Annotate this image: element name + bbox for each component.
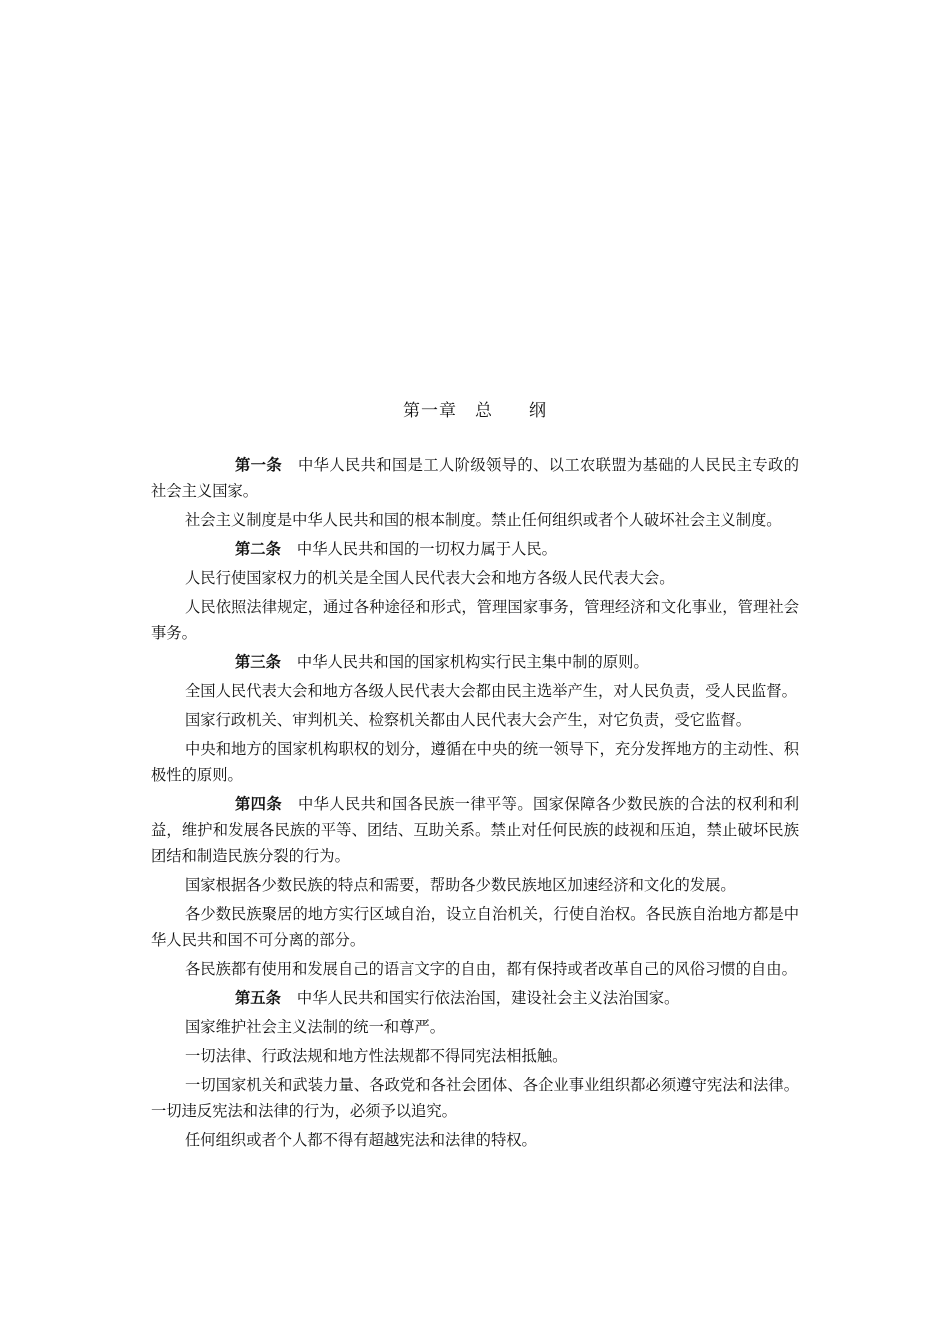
article-5-text: 中华人民共和国实行依法治国，建设社会主义法治国家。 <box>296 989 680 1007</box>
article-2-text: 中华人民共和国的一切权力属于人民。 <box>296 540 557 558</box>
chapter-number: 第一章 <box>403 401 457 421</box>
article-4-paragraph-4: 各民族都有使用和发展自己的语言文字的自由，都有保持或者改革自己的风俗习惯的自由。 <box>185 960 797 978</box>
article-5-paragraph-1 <box>151 985 799 1011</box>
article-2-paragraph-1 <box>151 536 799 562</box>
article-2-number: 第二条 <box>235 540 281 558</box>
article-1-text: 中华人民共和国是工人阶级领导的、以工农联盟为基础的人民民主专政的社会主义国家。 <box>151 456 799 500</box>
article-3-paragraph-1 <box>151 649 799 675</box>
article-5-paragraph-4: 一切国家机关和武装力量、各政党和各社会团体、各企业事业组织都必须遵守宪法和法律。一切违反宪法和法律的行为，必须予以追究。 <box>151 1076 799 1120</box>
chapter-title-word-1: 总 <box>475 401 493 421</box>
article-4-text: 中华人民共和国各民族一律平等。国家保障各少数民族的合法的权利和利益，维护和发展各民族的平等、团结、互助关系。禁止对任何民族的歧视和压迫，禁止破坏民族团结和制造民族分裂的行为。 <box>151 795 799 865</box>
chapter-title-word-2: 纲 <box>529 401 547 421</box>
article-5-paragraph-5: 任何组织或者个人都不得有超越宪法和法律的特权。 <box>185 1131 537 1149</box>
article-1-paragraph-1 <box>151 452 799 504</box>
article-5-number: 第五条 <box>235 989 281 1007</box>
article-3-number: 第三条 <box>235 653 281 671</box>
article-5-paragraph-3: 一切法律、行政法规和地方性法规都不得同宪法相抵触。 <box>185 1047 568 1065</box>
article-5-paragraph-2: 国家维护社会主义法制的统一和尊严。 <box>185 1018 446 1036</box>
article-4-number: 第四条 <box>235 795 283 813</box>
article-4-paragraph-1 <box>151 791 799 869</box>
article-3-paragraph-4: 中央和地方的国家机构职权的划分，遵循在中央的统一领导下，充分发挥地方的主动性、积极性的原则。 <box>151 740 799 784</box>
article-2-paragraph-3: 人民依照法律规定，通过各种途径和形式，管理国家事务，管理经济和文化事业，管理社会事务。 <box>151 598 799 642</box>
article-4-paragraph-2: 国家根据各少数民族的特点和需要，帮助各少数民族地区加速经济和文化的发展。 <box>185 876 736 894</box>
article-2-paragraph-2: 人民行使国家权力的机关是全国人民代表大会和地方各级人民代表大会。 <box>185 569 675 587</box>
article-1-number: 第一条 <box>235 456 283 474</box>
article-1-paragraph-2: 社会主义制度是中华人民共和国的根本制度。禁止任何组织或者个人破坏社会主义制度。 <box>185 511 782 529</box>
chapter-title <box>0 396 950 421</box>
article-3-text: 中华人民共和国的国家机构实行民主集中制的原则。 <box>296 653 649 671</box>
article-3-paragraph-3: 国家行政机关、审判机关、检察机关都由人民代表大会产生，对它负责，受它监督。 <box>185 711 751 729</box>
article-3-paragraph-2: 全国人民代表大会和地方各级人民代表大会都由民主选举产生，对人民负责，受人民监督。 <box>185 682 797 700</box>
article-4-paragraph-3: 各少数民族聚居的地方实行区域自治，设立自治机关，行使自治权。各民族自治地方都是中华人民共和国不可分离的部分。 <box>151 905 799 949</box>
chapter-body <box>151 452 799 1156</box>
